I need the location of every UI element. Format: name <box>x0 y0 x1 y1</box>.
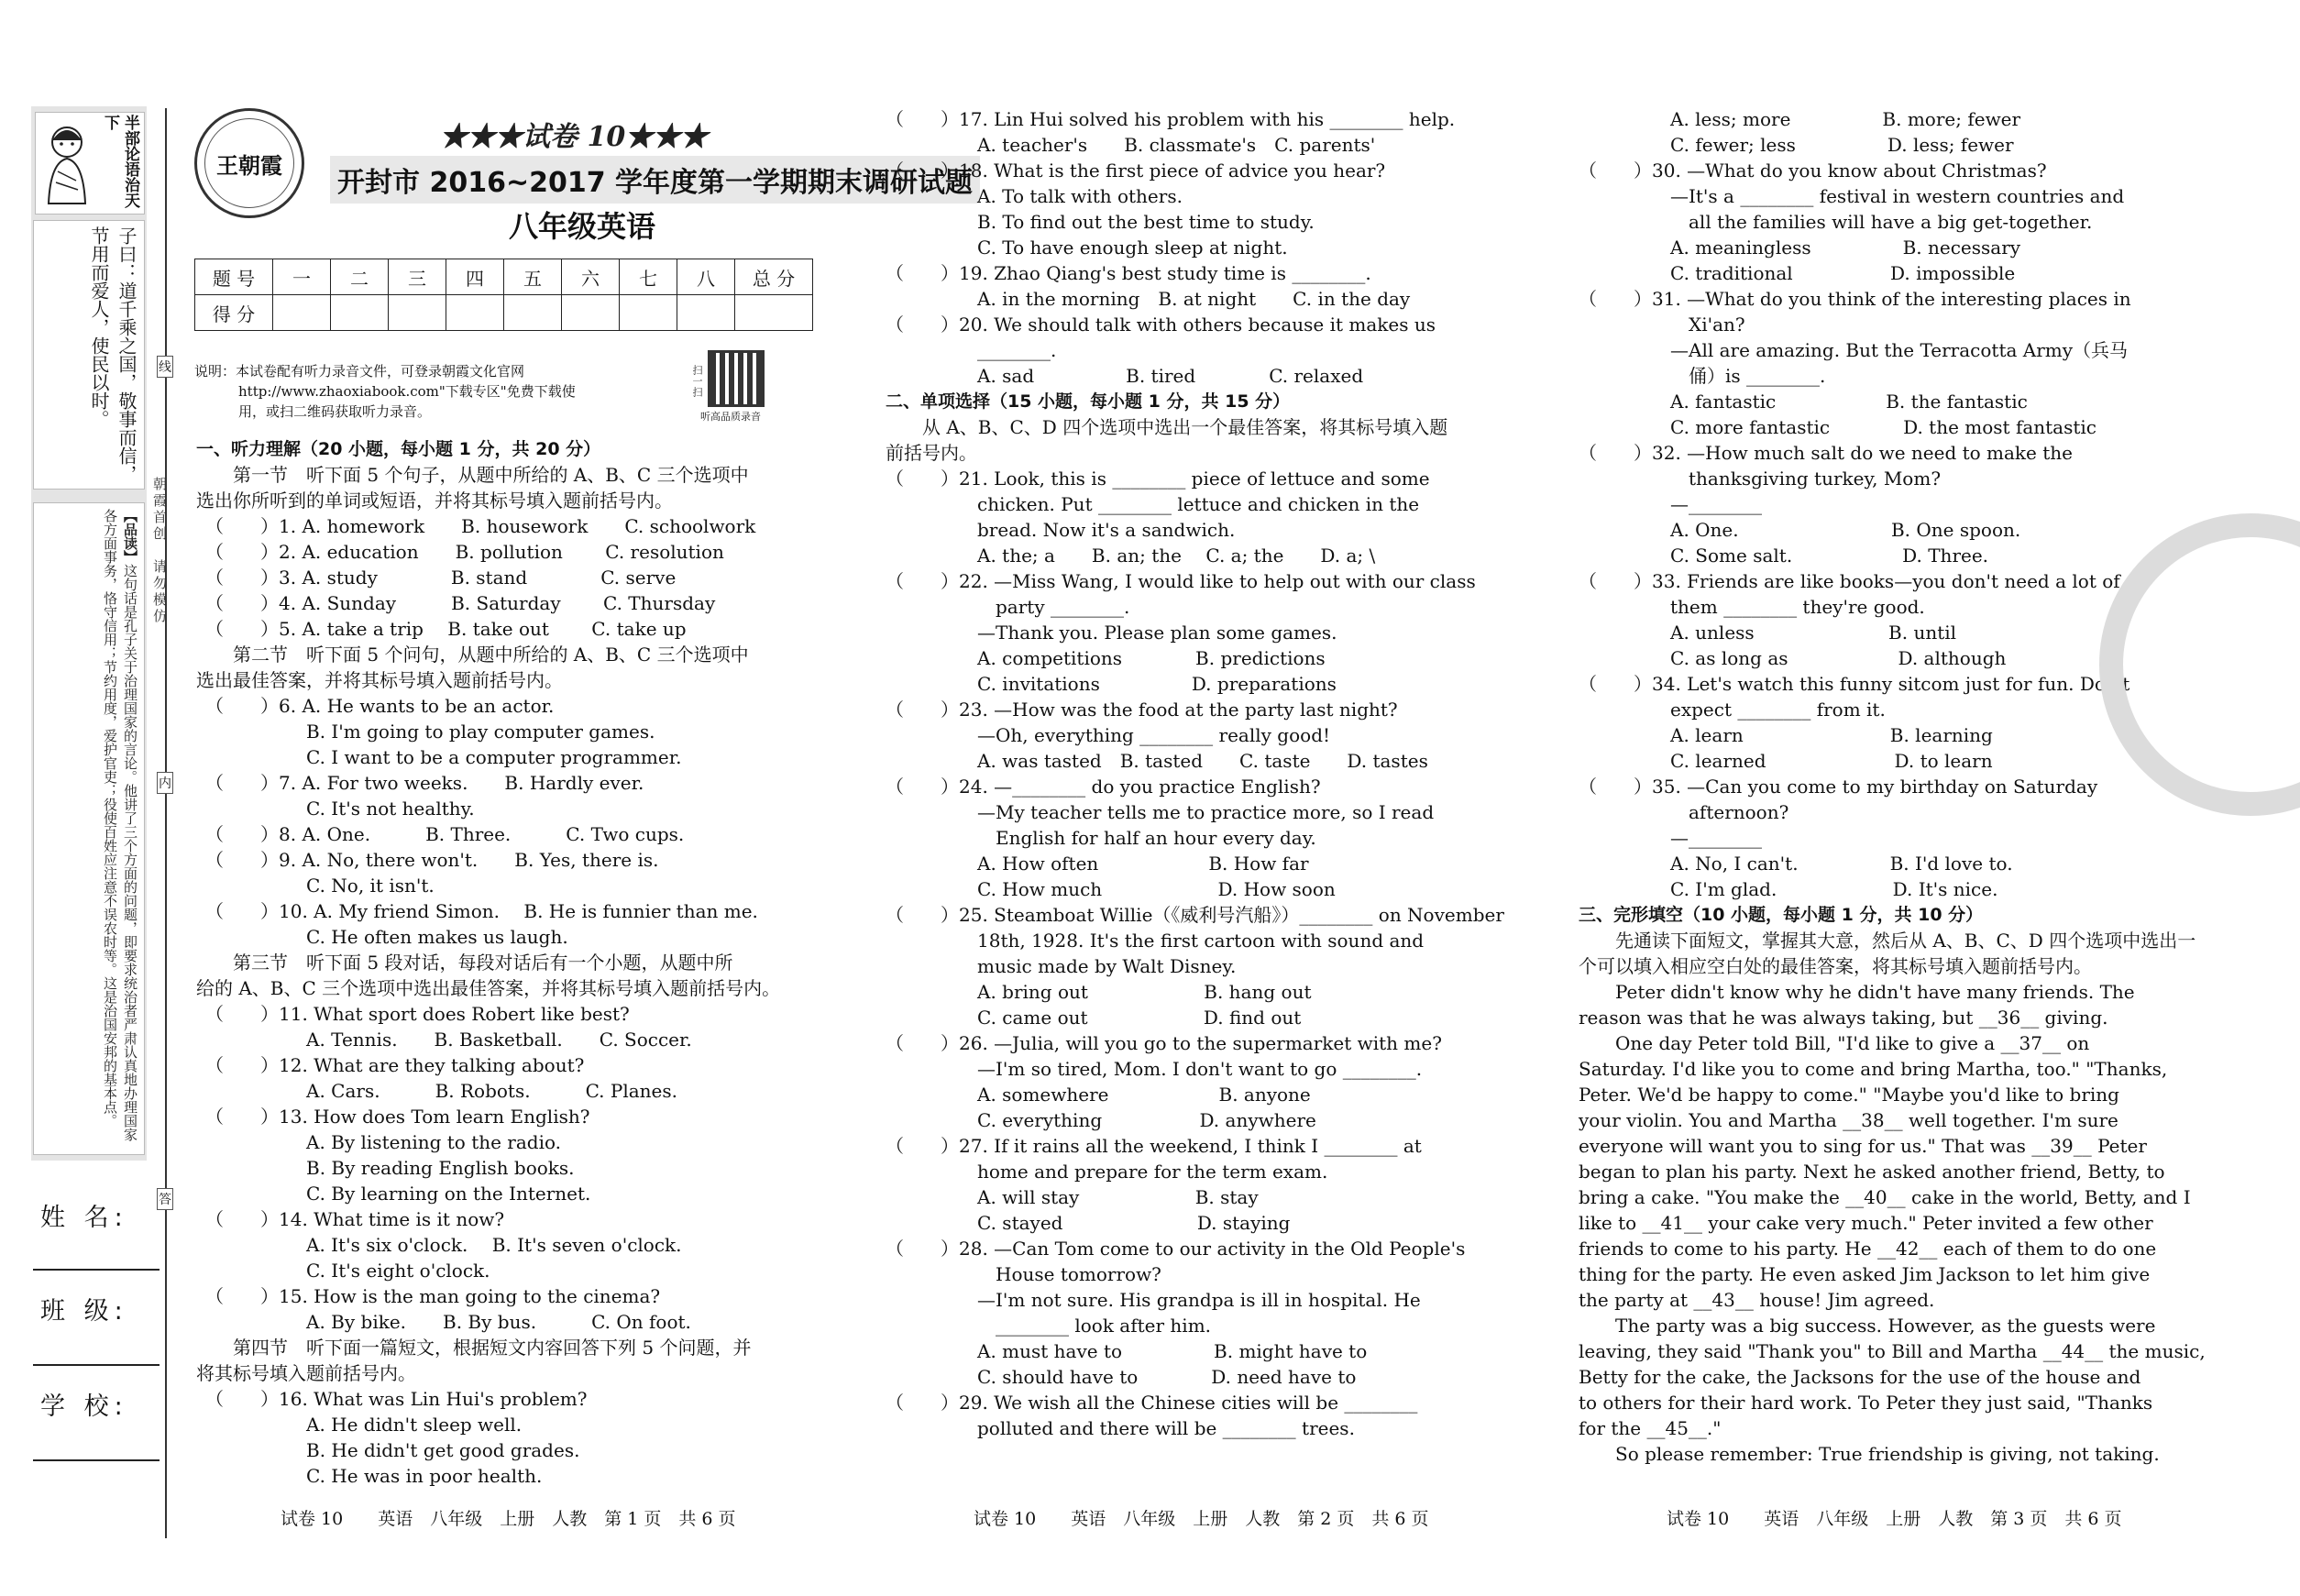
column-page-2 <box>886 106 1502 1441</box>
question-line: home and prepare for the term exam. <box>886 1161 1328 1183</box>
question-line: （ ）4. A. Sunday B. Saturday C. Thursday <box>196 592 716 614</box>
question-line: party ________. <box>886 596 1130 618</box>
score-cell: 八 <box>677 259 735 295</box>
text-line: 选出你所听到的单词或短语，并将其标号填入题前括号内。 <box>196 490 673 512</box>
score-cell: 七 <box>620 259 677 295</box>
seal-char-2: 内 <box>157 772 173 794</box>
question-line: —I'm not sure. His grandpa is ill in hospital. He <box>886 1289 1421 1311</box>
score-cell: 总 分 <box>735 259 813 295</box>
question-line: C. came out D. find out <box>886 1007 1302 1029</box>
text-line: Betty for the cake, the Jacksons for the use of the house and <box>1579 1366 2141 1388</box>
question-line: A. Tennis. B. Basketball. C. Soccer. <box>196 1029 692 1051</box>
question-line: （ ）18. What is the first piece of advice you hear? <box>886 160 1386 182</box>
text-line: everyone will want you to sing for us." That was __39__ Peter <box>1579 1135 2147 1157</box>
score-cell: 三 <box>389 259 446 295</box>
question-line: bread. Now it's a sandwich. <box>886 519 1236 541</box>
question-line: 18th, 1928. It's the first cartoon with sound and <box>886 930 1425 952</box>
question-line: （ ）5. A. take a trip B. take out C. take up <box>196 618 687 640</box>
question-line: （ ）7. A. For two weeks. B. Hardly ever. <box>196 772 644 794</box>
question-line: （ ）21. Look, this is ________ piece of lettuce and some <box>886 468 1430 490</box>
question-line: C. No, it isn't. <box>196 875 435 897</box>
question-line: （ ）23. —How was the food at the party last night? <box>886 699 1398 721</box>
score-input-cell[interactable] <box>504 295 562 331</box>
question-line: （ ）30. —What do you know about Christmas? <box>1579 160 2047 182</box>
text-line: 前括号内。 <box>886 442 977 464</box>
question-line: B. He didn't get good grades. <box>196 1439 580 1461</box>
section-heading: 一、听力理解（20 小题，每小题 1 分，共 20 分） <box>196 439 601 459</box>
exam-title: 开封市 2016~2017 学年度第一学期期末调研试题 <box>330 156 980 204</box>
text-line: 将其标号填入题前括号内。 <box>196 1362 416 1384</box>
text-line: the party at __43__ house! Jim agreed. <box>1579 1289 1935 1311</box>
text-line: One day Peter told Bill, "I'd like to give a __37__ on <box>1579 1032 2090 1054</box>
text-line: 选出最佳答案，并将其标号填入题前括号内。 <box>196 669 563 691</box>
question-line: （ ）22. —Miss Wang, I would like to help out with our class <box>886 570 1476 592</box>
score-cell: 六 <box>562 259 620 295</box>
text-line: 先通读下面短文，掌握其大意，然后从 A、B、C、D 四个选项中选出一 <box>1579 930 2196 952</box>
question-line: B. To find out the best time to study. <box>886 211 1315 233</box>
question-line: A. It's six o'clock. B. It's seven o'clock. <box>196 1234 682 1256</box>
question-line: C. invitations D. preparations <box>886 673 1337 695</box>
question-line: chicken. Put ________ lettuce and chicken in the <box>886 493 1420 515</box>
question-line: （ ）19. Zhao Qiang's best study time is ________. <box>886 262 1371 284</box>
question-line: C. stayed D. staying <box>886 1212 1291 1234</box>
text-line: thing for the party. He even asked Jim Jackson to let him give <box>1579 1263 2151 1285</box>
question-line: —________ <box>1579 827 1762 849</box>
school-line <box>33 1459 160 1461</box>
note-line-2: http://www.zhaoxiabook.com"下载专区"免费下载使 <box>238 383 576 400</box>
question-line: （ ）10. A. My friend Simon. B. He is funnier than me. <box>196 900 758 922</box>
text-line: 给的 A、B、C 三个选项中选出最佳答案，并将其标号填入题前括号内。 <box>196 977 781 999</box>
question-line: —I'm so tired, Mom. I don't want to go ________. <box>886 1058 1423 1080</box>
score-cell: 二 <box>331 259 389 295</box>
seal-char-3: 答 <box>157 1188 173 1210</box>
question-line: —Thank you. Please plan some games. <box>886 622 1337 644</box>
question-line: thanksgiving turkey, Mom? <box>1579 468 1942 490</box>
score-table-header-row <box>195 259 813 295</box>
qr-caption: 听高品质录音 <box>700 411 761 423</box>
question-line: C. It's not healthy. <box>196 798 475 820</box>
school-label: 学 校: <box>40 1392 128 1421</box>
sidebar-quote: 子曰：道千乘之国，敬事而信，节用而爱人，使民以时。 <box>33 220 145 490</box>
question-line: A. somewhere B. anyone <box>886 1084 1311 1106</box>
question-line: A. must have to B. might have to <box>886 1340 1368 1362</box>
text-line: Peter. We'd be happy to come." "Maybe you'd like to bring <box>1579 1084 2119 1106</box>
question-line: B. By reading English books. <box>196 1157 575 1179</box>
question-line: —All are amazing. But the Terracotta Army（兵马 <box>1579 339 2129 361</box>
question-line: C. traditional D. impossible <box>1579 262 2016 284</box>
text-line: friends to come to his party. He __42__ each of them to do one <box>1579 1238 2157 1260</box>
question-line: A. will stay B. stay <box>886 1186 1259 1208</box>
question-line: C. should have to D. need have to <box>886 1366 1357 1388</box>
note-line-1: 说明：本试卷配有听力录音文件，可登录朝霞文化官网 <box>194 363 525 380</box>
question-line: A. By bike. B. By bus. C. On foot. <box>196 1311 691 1333</box>
question-line: C. It's eight o'clock. <box>196 1260 490 1282</box>
text-line: 从 A、B、C、D 四个选项中选出一个最佳答案，将其标号填入题 <box>886 416 1448 438</box>
text-line: 第二节 听下面 5 个问句，从题中所给的 A、B、C 三个选项中 <box>196 644 749 666</box>
question-line: A. No, I can't. B. I'd love to. <box>1579 853 2013 875</box>
side-note-vertical: 朝霞首创 请勿模仿 <box>151 477 168 625</box>
publisher-logo <box>194 108 304 218</box>
question-line: （ ）25. Steamboat Willie（《威利号汽船》）________ on November <box>886 904 1504 926</box>
question-line: —Oh, everything ________ really good! <box>886 724 1331 746</box>
question-line: （ ）28. —Can Tom come to our activity in the Old People's <box>886 1238 1466 1260</box>
footer-page-2: 试卷 10 英语 八年级 上册 人教 第 2 页 共 6 页 <box>974 1509 1429 1529</box>
score-cell: 一 <box>273 259 331 295</box>
text-line: 第三节 听下面 5 段对话，每段对话后有一个小题，从题中所 <box>196 952 733 974</box>
question-line: C. more fantastic D. the most fantastic <box>1579 416 2097 438</box>
question-line: （ ）14. What time is it now? <box>196 1208 505 1230</box>
text-line: Saturday. I'd like you to come and bring Martha, too." "Thanks, <box>1579 1058 2168 1080</box>
question-line: A. He didn't sleep well. <box>196 1414 523 1436</box>
question-line: them ________ they're good. <box>1579 596 1925 618</box>
text-line: like to __41__ your cake very much." Peter invited a few other <box>1579 1212 2153 1234</box>
question-line: House tomorrow? <box>886 1263 1161 1285</box>
question-line: （ ）29. We wish all the Chinese cities will be ________ <box>886 1392 1418 1414</box>
question-line: music made by Walt Disney. <box>886 955 1237 977</box>
text-line: began to plan his party. Next he asked another friend, Betty, to <box>1579 1161 2165 1183</box>
question-line: （ ）32. —How much salt do we need to make the <box>1579 442 2074 464</box>
question-line: B. I'm going to play computer games. <box>196 721 655 743</box>
question-line: C. Some salt. D. Three. <box>1579 545 1989 567</box>
class-line <box>33 1364 160 1366</box>
score-cell: 题 号 <box>195 259 273 295</box>
question-line: （ ）31. —What do you think of the interesting places in <box>1579 288 2131 310</box>
question-line: （ ）27. If it rains all the weekend, I think I ________ at <box>886 1135 1422 1157</box>
question-line: A. Cars. B. Robots. C. Planes. <box>196 1080 677 1102</box>
question-line: （ ）8. A. One. B. Three. C. Two cups. <box>196 823 685 845</box>
sidebar-emblem <box>35 112 145 215</box>
sidebar-pindu <box>33 502 145 1155</box>
pindu-text: 这句话是孔子关于治理国家的言论。他讲了三个方面的问题，即要求统治者严肃认真地办理国家各方面事务，恪守信用；节约用度，爱护官吏；役使百姓应注意不误农时等。这是治国安邦的基本点。 <box>102 509 138 1141</box>
note-line-3: 用，或扫二维码获取听力录音。 <box>238 403 432 420</box>
question-line: （ ）13. How does Tom learn English? <box>196 1106 590 1128</box>
question-line: C. To have enough sleep at night. <box>886 237 1288 259</box>
text-line: Peter didn't know why he didn't have many friends. The <box>1579 981 2135 1003</box>
question-line: A. competitions B. predictions <box>886 647 1326 669</box>
score-input-cell[interactable] <box>735 295 813 331</box>
text-line: your violin. You and Martha __38__ well together. I'm sure <box>1579 1109 2118 1131</box>
question-line: C. I'm glad. D. It's nice. <box>1579 878 1998 900</box>
score-table <box>194 259 813 331</box>
question-line: expect ________ from it. <box>1579 699 1886 721</box>
question-line: A. teacher's B. classmate's C. parents' <box>886 134 1376 156</box>
question-line: —________ <box>1579 493 1762 515</box>
question-line: （ ）3. A. study B. stand C. serve <box>196 567 677 589</box>
text-line: 个可以填入相应空白处的最佳答案，将其标号填入题前括号内。 <box>1579 955 2092 977</box>
score-cell: 五 <box>504 259 562 295</box>
section-heading: 二、单项选择（15 小题，每小题 1 分，共 15 分） <box>886 391 1291 412</box>
question-line: （ ）6. A. He wants to be an actor. <box>196 695 555 717</box>
pindu-label: 【品读】 <box>122 509 138 564</box>
question-line: （ ）17. Lin Hui solved his problem with his ________ help. <box>886 108 1456 130</box>
text-line: for the __45__." <box>1579 1417 1722 1439</box>
question-line: （ ）12. What are they talking about? <box>196 1054 585 1076</box>
question-line: （ ）16. What was Lin Hui's problem? <box>196 1388 588 1410</box>
question-line: （ ）33. Friends are like books—you don't need a lot of <box>1579 570 2120 592</box>
score-input-cell[interactable] <box>273 295 331 331</box>
question-line: C. as long as D. although <box>1579 647 2007 669</box>
question-line: A. was tasted B. tasted C. taste D. tastes <box>886 750 1428 772</box>
question-line: C. By learning on the Internet. <box>196 1183 591 1205</box>
qr-code-icon[interactable] <box>708 350 765 407</box>
column-page-1 <box>196 436 812 1489</box>
text-line: leaving, they said "Thank you" to Bill and Martha __44__ the music, <box>1579 1340 2206 1362</box>
text-line: 第四节 听下面一篇短文，根据短文内容回答下列 5 个问题，并 <box>196 1337 752 1359</box>
audio-note <box>194 361 671 422</box>
paper-number: ★★★试卷 10★★★ <box>440 121 709 153</box>
question-line: C. He was in poor health. <box>196 1465 543 1487</box>
qr-side-text: 扫一扫 <box>691 365 703 398</box>
question-line: （ ）9. A. No, there won't. B. Yes, there is. <box>196 849 659 871</box>
question-line: （ ）34. Let's watch this funny sitcom just for fun. Don't <box>1579 673 2130 695</box>
exam-subject: 八年级英语 <box>509 209 656 244</box>
score-input-cell[interactable] <box>620 295 677 331</box>
text-line: bring a cake. "You make the __40__ cake in the world, Betty, and I <box>1579 1186 2191 1208</box>
class-label: 班 级: <box>40 1297 128 1326</box>
question-line: （ ）24. —________ do you practice English? <box>886 776 1321 798</box>
sidebar-top-text: 半部论语治天下 <box>101 115 139 208</box>
question-line: C. He often makes us laugh. <box>196 926 568 948</box>
question-line: A. in the morning B. at night C. in the day <box>886 288 1411 310</box>
score-input-cell[interactable] <box>677 295 735 331</box>
question-line: ________. <box>886 339 1057 361</box>
question-line: C. How much D. How soon <box>886 878 1336 900</box>
question-line: （ ）26. —Julia, will you go to the supermarket with me? <box>886 1032 1442 1054</box>
question-line: C. I want to be a computer programmer. <box>196 746 682 768</box>
question-line: Xi'an? <box>1579 314 1745 336</box>
text-line: 第一节 听下面 5 个句子，从题中所给的 A、B、C 三个选项中 <box>196 464 749 486</box>
question-line: A. meaningless B. necessary <box>1579 237 2021 259</box>
name-line <box>33 1269 160 1271</box>
question-line: （ ）11. What sport does Robert like best? <box>196 1003 630 1025</box>
question-line: afternoon? <box>1579 801 1789 823</box>
score-cell: 得 分 <box>195 295 273 331</box>
question-line: —It's a ________ festival in western countries and <box>1579 185 2125 207</box>
question-line: C. fewer; less D. less; fewer <box>1579 134 2014 156</box>
question-line: A. fantastic B. the fantastic <box>1579 391 2028 413</box>
question-line: A. the; a B. an; the C. a; the D. a; \ <box>886 545 1376 567</box>
scholar-figure-icon <box>39 116 94 208</box>
question-line: A. One. B. One spoon. <box>1579 519 2021 541</box>
score-input-cell[interactable] <box>562 295 620 331</box>
question-line: （ ）20. We should talk with others because it makes us <box>886 314 1436 336</box>
footer-page-1: 试卷 10 英语 八年级 上册 人教 第 1 页 共 6 页 <box>281 1509 736 1529</box>
question-line: all the families will have a big get-together. <box>1579 211 2093 233</box>
question-line: ________ look after him. <box>886 1315 1212 1337</box>
question-line: A. To talk with others. <box>886 185 1183 207</box>
question-line: （ ）2. A. education B. pollution C. resolution <box>196 541 724 563</box>
seal-line <box>165 108 167 1538</box>
question-line: A. bring out B. hang out <box>886 981 1312 1003</box>
question-line: —My teacher tells me to practice more, so I read <box>886 801 1435 823</box>
question-line: A. sad B. tired C. relaxed <box>886 365 1364 387</box>
question-line: （ ）35. —Can you come to my birthday on Saturday <box>1579 776 2098 798</box>
question-line: （ ）15. How is the man going to the cinema? <box>196 1285 661 1307</box>
text-line: The party was a big success. However, as the guests were <box>1579 1315 2156 1337</box>
name-label: 姓 名: <box>40 1204 128 1232</box>
question-line: A. How often B. How far <box>886 853 1309 875</box>
text-line: reason was that he was always taking, but __36__ giving. <box>1579 1007 2108 1029</box>
question-line: A. unless B. until <box>1579 622 1957 644</box>
question-line: C. everything D. anywhere <box>886 1109 1316 1131</box>
text-line: So please remember: True friendship is giving, not taking. <box>1579 1443 2160 1465</box>
question-line: A. By listening to the radio. <box>196 1131 562 1153</box>
score-input-cell[interactable] <box>389 295 446 331</box>
score-input-cell[interactable] <box>446 295 504 331</box>
question-line: polluted and there will be ________ trees. <box>886 1417 1355 1439</box>
question-line: （ ）1. A. homework B. housework C. schoolwork <box>196 515 756 537</box>
footer-page-3: 试卷 10 英语 八年级 上册 人教 第 3 页 共 6 页 <box>1667 1509 2122 1529</box>
column-page-3 <box>1579 106 2206 1467</box>
text-line: to others for their hard work. To Peter they just said, "Thanks <box>1579 1392 2153 1414</box>
seal-char-1: 线 <box>157 356 173 378</box>
section-heading: 三、完形填空（10 小题，每小题 1 分，共 10 分） <box>1579 905 1984 925</box>
question-line: A. less; more B. more; fewer <box>1579 108 2021 130</box>
logo-text: 王朝霞 <box>204 118 294 208</box>
question-line: English for half an hour every day. <box>886 827 1316 849</box>
score-input-cell[interactable] <box>331 295 389 331</box>
score-cell: 四 <box>446 259 504 295</box>
question-line: C. learned D. to learn <box>1579 750 1993 772</box>
question-line: 俑）is ________. <box>1579 365 1826 387</box>
question-line: A. learn B. learning <box>1579 724 1993 746</box>
score-table-input-row <box>195 295 813 331</box>
